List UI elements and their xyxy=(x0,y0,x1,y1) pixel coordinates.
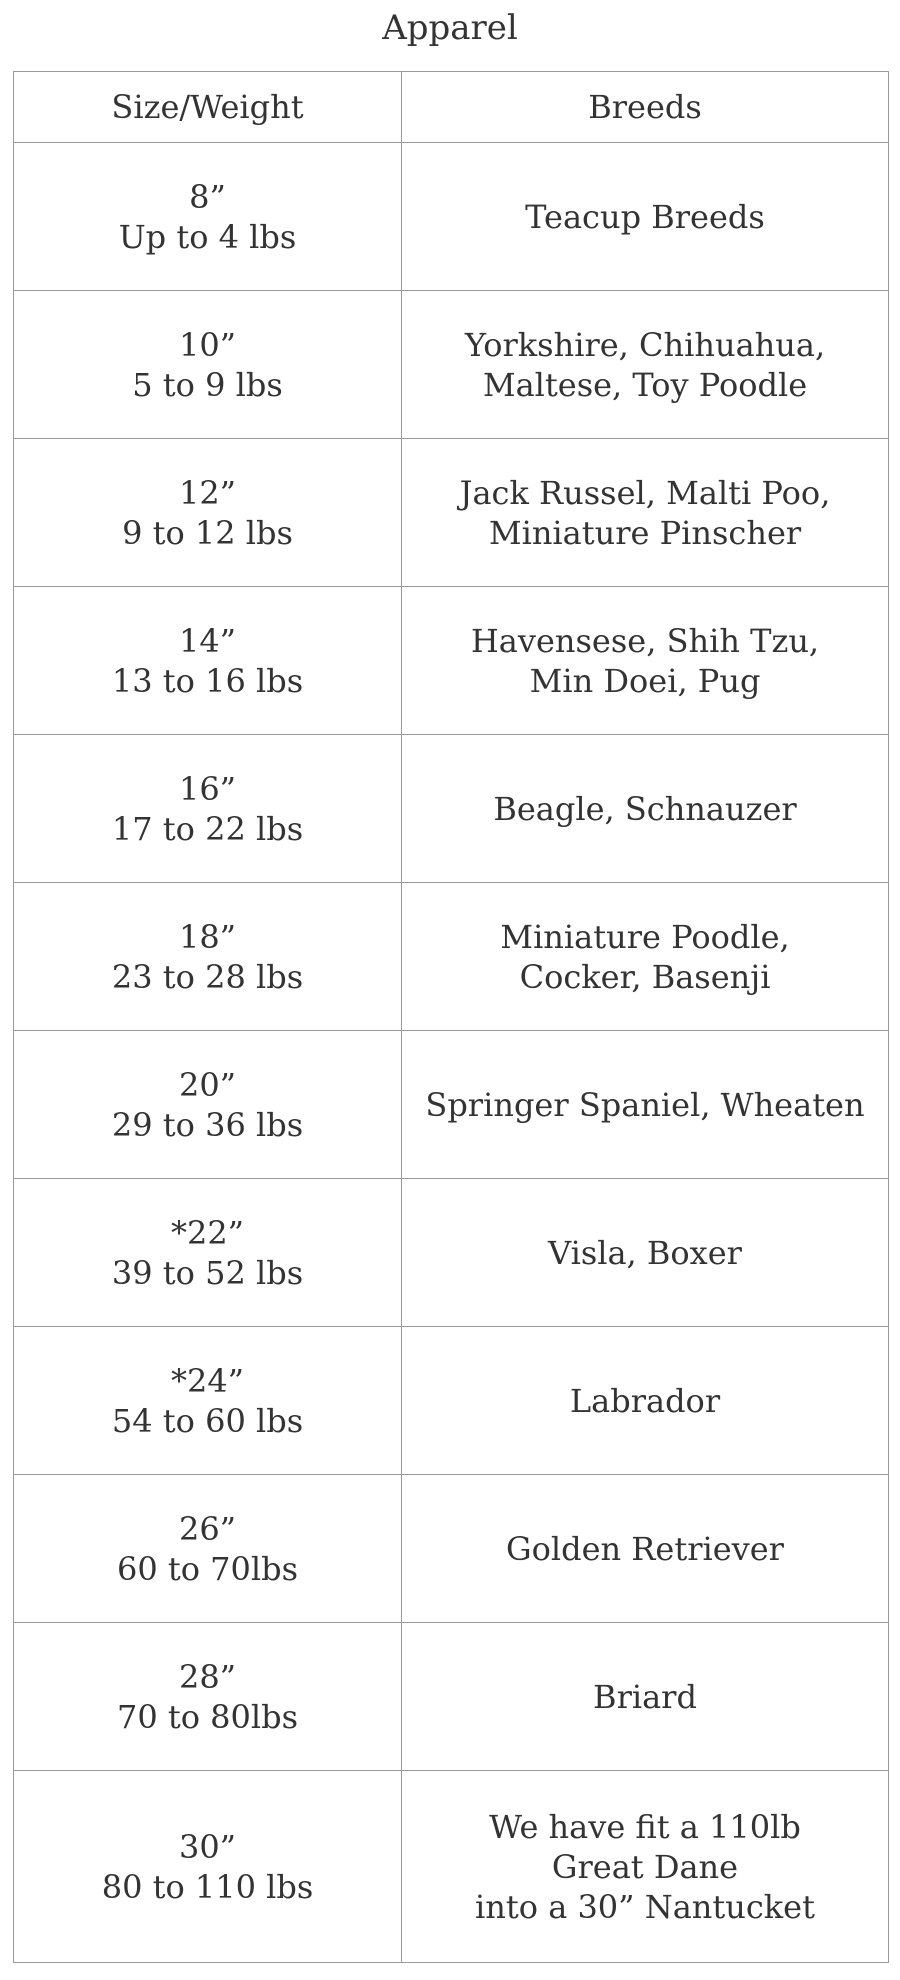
size-value: 14” xyxy=(178,621,237,660)
size-value: 20” xyxy=(178,1065,237,1104)
weight-value: 17 to 22 lbs xyxy=(111,809,304,848)
table-row xyxy=(14,1475,889,1623)
breeds-cell xyxy=(402,587,889,735)
size-weight-cell xyxy=(14,143,402,291)
breed-line: Min Doei, Pug xyxy=(529,661,761,700)
weight-value: 29 to 36 lbs xyxy=(111,1105,304,1144)
breed-line: Golden Retriever xyxy=(506,1529,784,1568)
breed-line: Briard xyxy=(593,1677,697,1716)
breed-line: Labrador xyxy=(569,1381,721,1420)
breed-line: Visla, Boxer xyxy=(548,1233,742,1272)
size-weight-cell xyxy=(14,291,402,439)
weight-value: 60 to 70lbs xyxy=(116,1549,299,1588)
breeds-cell xyxy=(402,143,889,291)
size-weight-cell xyxy=(14,1771,402,1963)
weight-value: 70 to 80lbs xyxy=(116,1697,299,1736)
table-row xyxy=(14,883,889,1031)
size-weight-cell xyxy=(14,1031,402,1179)
table-row xyxy=(14,1179,889,1327)
breeds-cell xyxy=(402,291,889,439)
breeds-cell xyxy=(402,1771,889,1963)
weight-value: 23 to 28 lbs xyxy=(111,957,304,996)
size-value: 12” xyxy=(178,473,237,512)
breed-line: Yorkshire, Chihuahua, xyxy=(464,325,826,364)
breed-line: Havensese, Shih Tzu, xyxy=(470,621,820,660)
weight-value: Up to 4 lbs xyxy=(118,217,297,256)
breed-line: Beagle, Schnauzer xyxy=(493,789,797,828)
size-value: *22” xyxy=(170,1213,245,1252)
breeds-cell xyxy=(402,1031,889,1179)
weight-value: 80 to 110 lbs xyxy=(101,1867,314,1906)
breeds-cell xyxy=(402,1179,889,1327)
table-row xyxy=(14,1771,889,1963)
size-value: 10” xyxy=(178,325,237,364)
table-row xyxy=(14,291,889,439)
table-row xyxy=(14,1031,889,1179)
page-title: Apparel xyxy=(382,8,518,48)
breed-line: Miniature Poodle, xyxy=(500,917,790,956)
column-header-size-weight: Size/Weight xyxy=(14,72,402,143)
breed-line: Teacup Breeds xyxy=(525,197,765,236)
size-weight-cell xyxy=(14,587,402,735)
size-weight-cell xyxy=(14,1179,402,1327)
breeds-cell xyxy=(402,1475,889,1623)
table-row xyxy=(14,143,889,291)
breed-line: into a 30” Nantucket xyxy=(475,1887,815,1926)
table-row xyxy=(14,1623,889,1771)
size-weight-cell xyxy=(14,1623,402,1771)
weight-value: 54 to 60 lbs xyxy=(111,1401,304,1440)
size-value: 26” xyxy=(178,1509,237,1548)
breed-line: Jack Russel, Malti Poo, xyxy=(459,473,831,512)
table-header-row xyxy=(14,72,889,143)
table-row xyxy=(14,439,889,587)
table-row xyxy=(14,735,889,883)
breed-line: Maltese, Toy Poodle xyxy=(482,365,808,404)
size-value: 8” xyxy=(189,177,226,216)
size-value: 28” xyxy=(178,1657,237,1696)
size-weight-cell xyxy=(14,1475,402,1623)
breed-line: Great Dane xyxy=(551,1847,739,1886)
weight-value: 9 to 12 lbs xyxy=(122,513,293,552)
size-value: 18” xyxy=(178,917,237,956)
size-chart-table xyxy=(13,71,889,1963)
breed-line: Miniature Pinscher xyxy=(488,513,802,552)
size-weight-cell xyxy=(14,439,402,587)
breed-line: Springer Spaniel, Wheaten xyxy=(425,1085,865,1124)
size-value: 16” xyxy=(178,769,237,808)
table-row xyxy=(14,1327,889,1475)
weight-value: 13 to 16 lbs xyxy=(111,661,304,700)
breeds-cell xyxy=(402,1623,889,1771)
size-weight-cell xyxy=(14,1327,402,1475)
size-value: *24” xyxy=(170,1361,245,1400)
breeds-cell xyxy=(402,1327,889,1475)
breeds-cell xyxy=(402,439,889,587)
table-row xyxy=(14,587,889,735)
column-header-breeds: Breeds xyxy=(402,72,889,143)
size-value: 30” xyxy=(178,1827,237,1866)
breed-line: Cocker, Basenji xyxy=(519,957,771,996)
breeds-cell xyxy=(402,735,889,883)
size-weight-cell xyxy=(14,735,402,883)
size-weight-cell xyxy=(14,883,402,1031)
breeds-cell xyxy=(402,883,889,1031)
weight-value: 39 to 52 lbs xyxy=(111,1253,304,1292)
breed-line: We have fit a 110lb xyxy=(489,1807,801,1846)
weight-value: 5 to 9 lbs xyxy=(132,365,283,404)
